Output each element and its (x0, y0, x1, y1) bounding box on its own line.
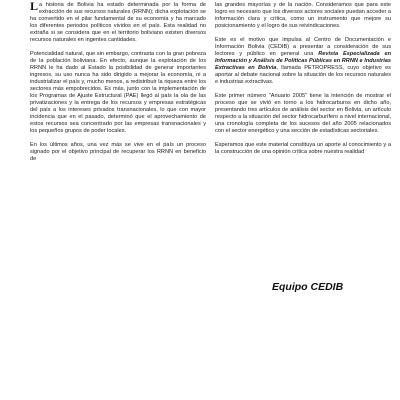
intro-paragraph-text: a historia de Bolivia ha estado determinada por la forma de extracción de sus recursos naturales (RRNN); dicha explotación se ha convertido en el pilar fundamental de su economía y ha marcado los diferentes periodos políticos vividos en el país. Esta realidad no extraña si se considera que en el territorio boliviano existen diversos recursos naturales en ingentes cantidades. (30, 2, 206, 43)
drop-cap: L (30, 0, 39, 13)
majorities-paragraph: las grandes mayorías y de la nación. Consideramos que para este logro es necesario que los diversos actores sociales puedan acceder a información clara y crítica, como un instrumento que mejore su posicionamiento y el logro de sus reivindicaciones. (215, 2, 391, 29)
cedib-motive-text-a: Este es el motivo que impulsa al Centro de Documentación e Información Bolivia (CEDIB) a presentar a consideración de sus lectores y público en general una (215, 37, 391, 57)
first-issue-paragraph: Este primer número "Anuario 2005" tiene la intención de mostrar el proceso que se vivió en torno a los hidrocarburos en dicho año, presentando tres artículos de análisis del sector en Bolivia, un artículo respecto a la situación del sector hidrocarburífero a nivel internacional, una cronología completa de los sucesos del año 2005 relacionados con el sector energético y una sección de estadísticas sectoriales. (215, 93, 391, 134)
left-column (30, 2, 206, 170)
signature: Equipo CEDIB (272, 281, 344, 293)
closing-paragraph: Esperamos que este material constituya un aporte al conocimiento y a la construcción de una opinión crítica sobre nuestra realidad (215, 142, 391, 155)
potential-paragraph: Potencialidad natural, que sin embargo, contrasta con la gran pobreza de la población boliviana. En efecto, aunque la explotación de los RRNN le ha dado al Estado la posibilidad de generar importantes ingresos, su uso nunca ha sido dirigido a mejorar la economía, ni a industrializar el país y, mucho menos, a redistribuir la riqueza entre los sectores más empobrecidos. Es más, junto con la implementación de los Programas de Ajuste Estructural (PAE) llegó al país la ola de las privatizaciones y la entrega de los recursos y empresas estratégicas del país a los intereses privados transnacionales, lo que con mayor incidencia que en el pasado, determinó que el aprovechamiento de estos recursos sea concentrado por las empresas transnacionales y los pequeños grupos de poder locales. (30, 51, 206, 134)
intro-paragraph (30, 2, 206, 44)
right-column (215, 2, 391, 163)
magazine-description: Revista Especializada en Información y Análisis de Políticas Públicas en RRNN e Industrias Extractivas en Bolivia (215, 51, 391, 71)
cedib-motive-text-b: , llamada PETROPRESS, cuyo objetivo es aportar al debate nacional sobre la situación de los recursos naturales e industrias extractivas. (215, 65, 391, 85)
recent-years-paragraph: En los últimos años, una vez más se vive en el país un proceso signado por el objetivo principal de recuperar los RRNN en beneficio de (30, 142, 206, 162)
cedib-motive-paragraph (215, 37, 391, 86)
